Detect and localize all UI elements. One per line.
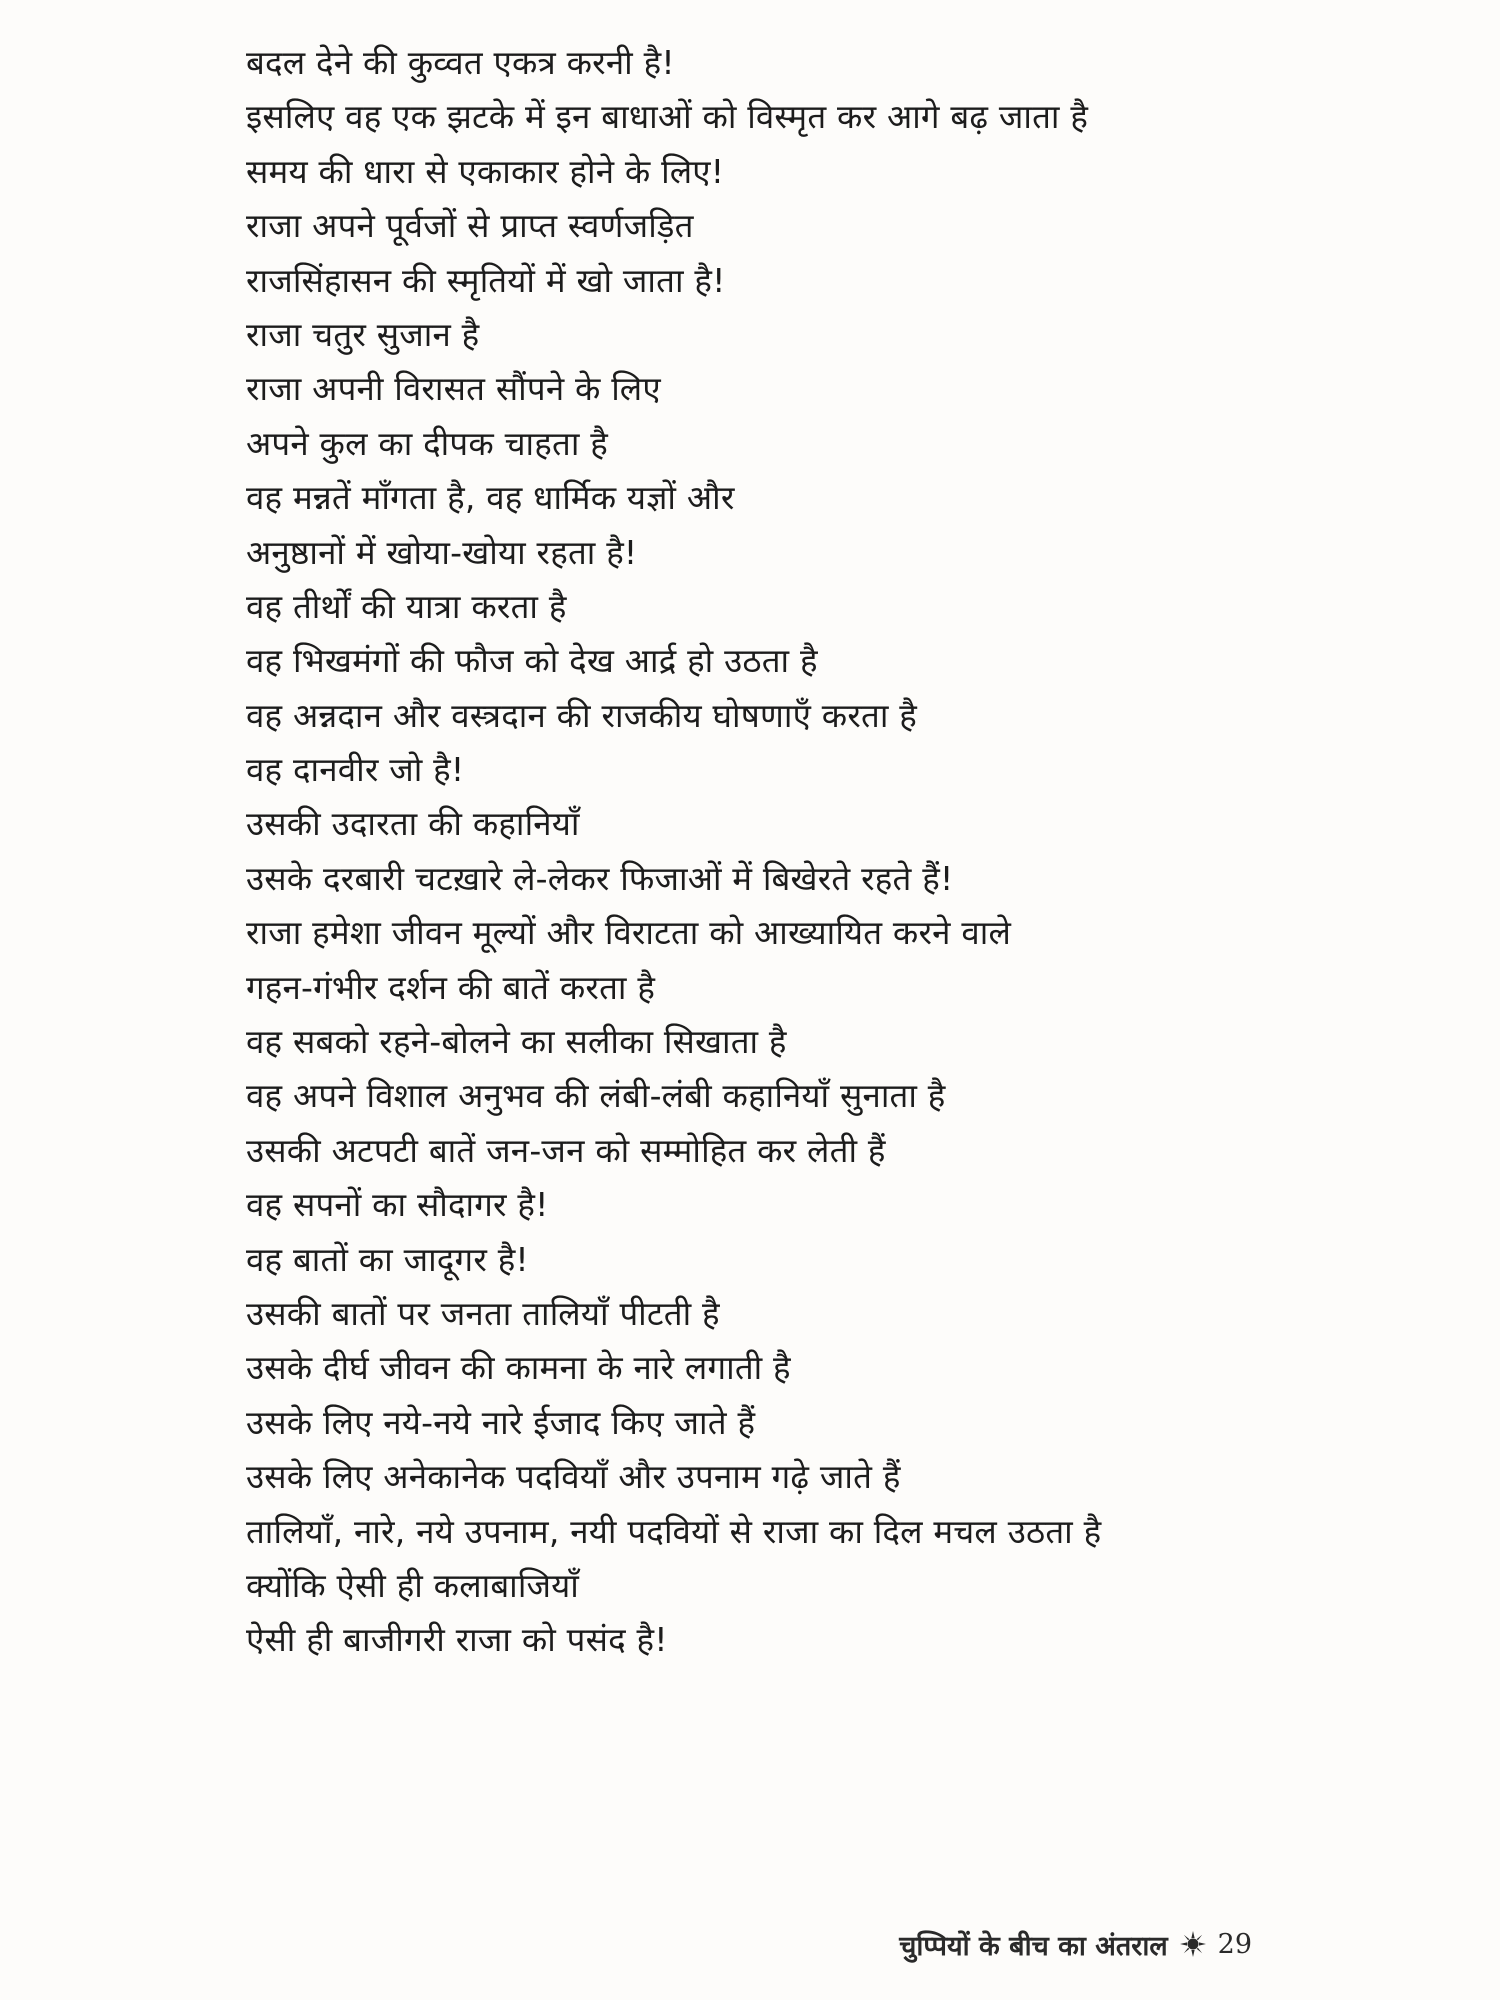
poem-line: इसलिए वह एक झटके में इन बाधाओं को विस्मृत कर आगे बढ़ जाता है xyxy=(246,97,1089,137)
running-title: चुप्पियों के बीच का अंतराल xyxy=(899,1930,1168,1962)
poem-line: वह बातों का जादूगर है! xyxy=(246,1239,529,1279)
poem-line: तालियाँ, नारे, नये उपनाम, नयी पदवियों से राजा का दिल मचल उठता है xyxy=(246,1511,1102,1551)
poem-line: वह मन्नतें माँगता है, वह धार्मिक यज्ञों और xyxy=(246,478,735,518)
poem-line: अनुष्ठानों में खोया-खोया रहता है! xyxy=(246,532,638,572)
poem-line: वह दानवीर जो है! xyxy=(246,750,465,790)
page-footer xyxy=(899,1922,1252,1966)
poem-line: वह सपनों का सौदागर है! xyxy=(246,1185,549,1225)
poem-line: राजा अपने पूर्वजों से प्राप्त स्वर्णजड़ित xyxy=(246,206,694,246)
poem-line: वह अन्नदान और वस्त्रदान की राजकीय घोषणाएँ करता है xyxy=(246,695,917,735)
poem-line: वह सबको रहने-बोलने का सलीका सिखाता है xyxy=(246,1022,787,1062)
poem-line: उसके दरबारी चटख़ारे ले-लेकर फिजाओं में बिखेरते रहते हैं! xyxy=(246,858,954,898)
poem-line: समय की धारा से एकाकार होने के लिए! xyxy=(246,151,725,191)
poem-line: राजा हमेशा जीवन मूल्यों और विराटता को आख्यायित करने वाले xyxy=(246,913,1012,953)
poem-line: बदल देने की कुव्वत एकत्र करनी है! xyxy=(246,43,675,82)
poem-line: राजा अपनी विरासत सौंपने के लिए xyxy=(246,369,661,409)
poem-line: गहन-गंभीर दर्शन की बातें करता है xyxy=(246,967,656,1007)
poem-line: राजसिंहासन की स्मृतियों में खो जाता है! xyxy=(246,260,726,300)
poem-line: राजा चतुर सुजान है xyxy=(246,314,480,354)
poem-body xyxy=(246,36,1446,1668)
poem-line: उसकी बातों पर जनता तालियाँ पीटती है xyxy=(246,1293,720,1333)
poem-line: ऐसी ही बाजीगरी राजा को पसंद है! xyxy=(246,1620,668,1660)
poem-line: उसकी उदारता की कहानियाँ xyxy=(246,804,580,844)
poem-line: उसकी अटपटी बातें जन-जन को सम्मोहित कर लेती हैं xyxy=(246,1130,886,1170)
poem-line: वह भिखमंगों की फौज को देख आर्द्र हो उठता है xyxy=(246,641,818,681)
poem-line: क्योंकि ऐसी ही कलाबाजियाँ xyxy=(246,1565,580,1605)
page-number: 29 xyxy=(1217,1928,1252,1960)
poem-line: अपने कुल का दीपक चाहता है xyxy=(246,423,608,463)
poem-line: वह अपने विशाल अनुभव की लंबी-लंबी कहानियाँ सुनाता है xyxy=(246,1076,946,1116)
poem-line: उसके लिए अनेकानेक पदवियाँ और उपनाम गढ़े जाते हैं xyxy=(246,1457,901,1497)
poem-line: वह तीर्थों की यात्रा करता है xyxy=(246,586,567,626)
sunburst-ornament-icon xyxy=(1180,1931,1206,1957)
poem-line: उसके लिए नये-नये नारे ईजाद किए जाते हैं xyxy=(246,1402,756,1442)
poem-line: उसके दीर्घ जीवन की कामना के नारे लगाती है xyxy=(246,1348,791,1388)
